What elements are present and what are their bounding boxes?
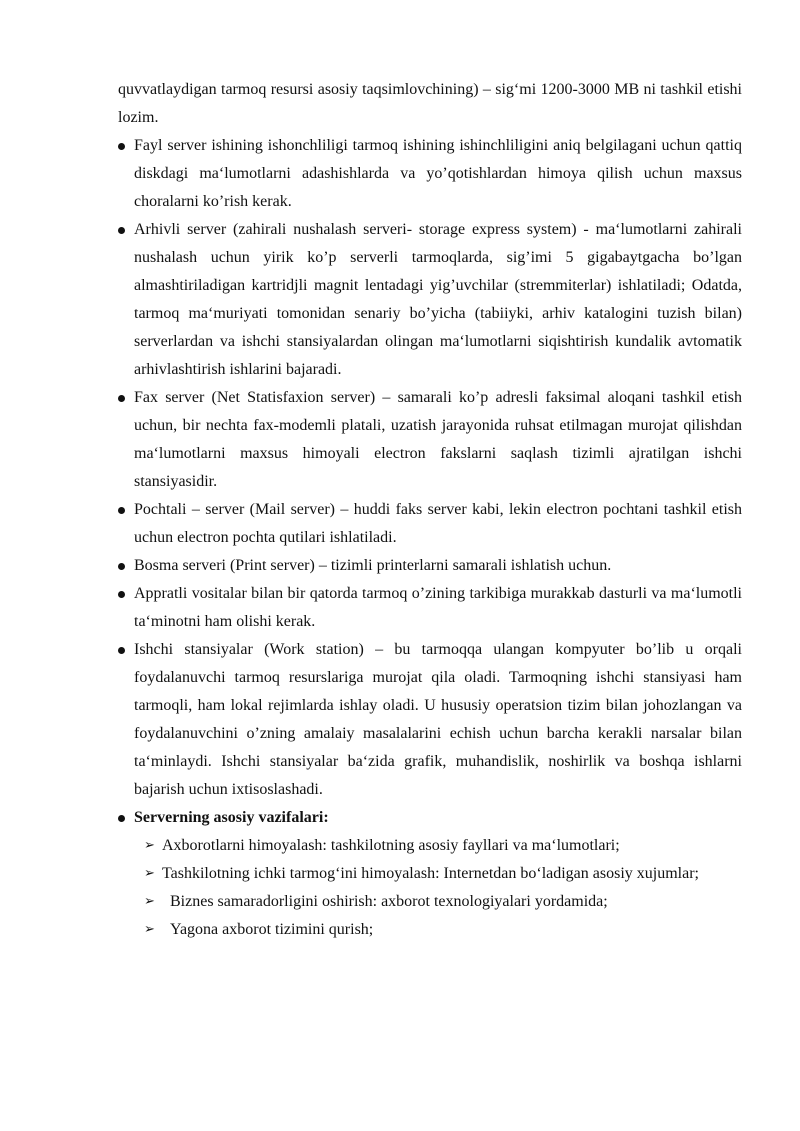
task-text: Yagona axborot tizimini qurish; <box>170 921 374 938</box>
bullet-text: Pochtali – server (Mail server) – huddi faks server kabi, lekin electron pochtani tashkil etish uchun electron pochta qutilari ishlatiladi. <box>134 501 742 546</box>
bullet-text: Fayl server ishining ishonchliligi tarmoq ishining ishinchliligini aniq belgilagani uchun qattiq diskdagi ma‘lumotlarni adashishlarda va yo’qotishlardan himoya qilish uchun maxsus choralarni ko’rish kerak. <box>134 137 742 210</box>
arrow-bullet-icon: ➢ <box>144 838 155 853</box>
bullet-dot-icon <box>118 815 125 822</box>
bullet-dot-icon <box>118 647 125 654</box>
bullet-dot-icon <box>118 395 125 402</box>
bullet-text: Appratli vositalar bilan bir qatorda tarmoq o’zining tarkibiga murakkab dasturli va ma‘lumotli ta‘minotni ham olishi kerak. <box>134 585 742 630</box>
bullet-fax-server <box>118 384 742 496</box>
task-text: Axborotlarni himoyalash: tashkilotning asosiy fayllari va ma‘lumotlari; <box>162 837 620 854</box>
document-page <box>118 76 742 944</box>
task-text: Biznes samaradorligini oshirish: axborot texnologiyalari yordamida; <box>170 893 608 910</box>
section-heading: Serverning asosiy vazifalari: <box>134 809 329 826</box>
bullet-print-server <box>118 552 742 580</box>
arrow-bullet-icon: ➢ <box>144 894 155 909</box>
bullet-text: Arhivli server (zahirali nushalash serveri- storage express system) - ma‘lumotlarni zahirali nushalash uchun yirik ko’p serverli tarmoqlarda, sig’imi 5 gigabaytgacha bo’lgan almashtiriladigan kartridjli magnit lentadagi yig’uvchilar (stremmiterlar) ishlatiladi; Odatda, tarmoq ma‘muriyati tomonidan senariy bo’yicha (tabiiyki, arhiv katalogini tuzish bilan) serverlardan va ishchi stansiyalardan olingan ma‘lumotlarni siqishtirish kundalik avtomatik arhivlashtirish ishlarini bajaradi. <box>134 221 742 378</box>
task-item <box>118 832 742 860</box>
bullet-work-station <box>118 636 742 804</box>
bullet-dot-icon <box>118 591 125 598</box>
task-text: Tashkilotning ichki tarmog‘ini himoyalash: Internetdan bo‘ladigan asosiy xujumlar; <box>162 865 699 882</box>
bullet-file-server <box>118 132 742 216</box>
bullet-text: Bosma serveri (Print server) – tizimli printerlarni samarali ishlatish uchun. <box>134 557 612 574</box>
bullet-dot-icon <box>118 143 125 150</box>
bullet-heading-server-tasks <box>118 804 742 832</box>
bullet-hardware-software <box>118 580 742 636</box>
arrow-bullet-icon: ➢ <box>144 866 155 881</box>
bullet-mail-server <box>118 496 742 552</box>
bullet-text: Ishchi stansiyalar (Work station) – bu tarmoqqa ulangan kompyuter bo’lib u orqali foydalanuvchi tarmoq resurslariga murojat qila oladi. Tarmoqning ishchi stansiyasi ham tarmoqli, ham lokal rejimlarda ishlay oladi. U hususiy operatsion tizim bilan johozlangan va foydalanuvchini o’zning amalaiy masalalarini echish uchun barcha kerakli narsalar bilan ta‘minlaydi. Ishchi stansiyalar ba‘zida grafik, muhandislik, noshirlik va boshqa ishlarni bajarish uchun ixtisoslashadi. <box>134 641 742 798</box>
bullet-dot-icon <box>118 227 125 234</box>
bullet-dot-icon <box>118 507 125 514</box>
arrow-bullet-icon: ➢ <box>144 922 155 937</box>
bullet-text: Fax server (Net Statisfaxion server) – samarali ko’p adresli faksimal aloqani tashkil etish uchun, bir nechta fax-modemli platali, uzatish jarayonida ruhsat etilmagan murojat qilishdan ma‘lumotlarni maxsus himoyali electron fakslarni saqlash tizimli ajratilgan ishchi stansiyasidir. <box>134 389 742 490</box>
intro-paragraph: quvvatlaydigan tarmoq resursi asosiy taqsimlovchining) – sig‘mi 1200-3000 MB ni tashkil etishi lozim. <box>118 81 742 126</box>
task-item <box>118 860 742 888</box>
bullet-dot-icon <box>118 563 125 570</box>
task-item <box>118 888 742 916</box>
bullet-archive-server <box>118 216 742 384</box>
task-item <box>118 916 742 944</box>
